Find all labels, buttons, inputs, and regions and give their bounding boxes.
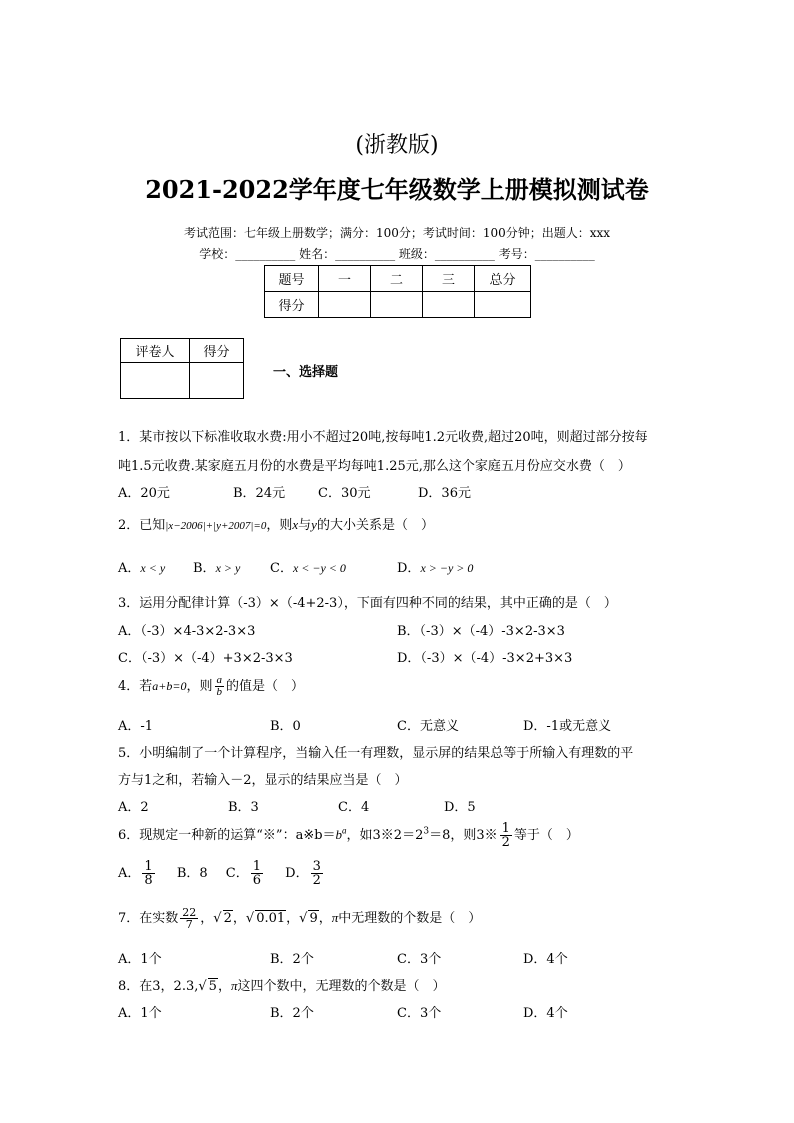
fraction-numerator: 3 [312, 859, 321, 874]
fraction-denominator: 7 [185, 918, 193, 931]
power-exponent: a [342, 825, 347, 836]
option-label: A． [118, 866, 141, 881]
score-cell[interactable] [475, 292, 531, 318]
math-expression: x < y [140, 561, 166, 575]
separator: ， [200, 911, 214, 926]
question-text: ＝8，则3※ [429, 828, 498, 843]
question-text: 这四个数中，无理数的个数是（ ） [237, 979, 446, 994]
q7-option-d[interactable]: D．4个 [523, 952, 568, 967]
fraction [142, 860, 154, 887]
question-7 [118, 907, 481, 930]
fraction-numerator: a [216, 674, 222, 686]
question-5-line2: 方与1之和，若输入－2，显示的结果应当是（ ） [118, 773, 408, 788]
score-table-header: 一 [319, 266, 371, 292]
option-label: C． [225, 866, 249, 881]
math-expression: x < −y < 0 [292, 561, 346, 575]
score-table-header: 三 [423, 266, 475, 292]
separator: ， [286, 911, 300, 926]
q4-option-c[interactable]: C．无意义 [397, 719, 459, 734]
q4-option-d[interactable]: D．-1或无意义 [523, 719, 612, 734]
fraction-denominator: 8 [144, 873, 153, 888]
question-text: ，则 [186, 679, 213, 694]
grader-cell[interactable] [190, 363, 244, 399]
fraction [180, 907, 198, 930]
fraction [311, 860, 323, 887]
math-expression: x > −y > 0 [420, 561, 474, 575]
sqrt-expression: √ 2 [213, 911, 232, 926]
section-title: 一、选择题 [273, 365, 339, 380]
sqrt-expression: √ 0.01 [245, 911, 286, 926]
q6-options [118, 860, 325, 887]
q5-option-d[interactable]: D．5 [444, 800, 476, 815]
fraction-denominator: 2 [312, 873, 321, 888]
separator: ， [217, 979, 231, 994]
pi-symbol: π [230, 978, 238, 993]
question-text: 等于（ ） [513, 828, 579, 843]
page-title: 2021-2022学年度七年级数学上册模拟测试卷 [145, 175, 649, 204]
score-row-label: 得分 [265, 292, 319, 318]
question-text: 与 [298, 518, 312, 533]
score-cell[interactable] [371, 292, 423, 318]
q6-option-c[interactable] [225, 859, 265, 888]
q8-option-c[interactable]: C．3个 [397, 1006, 442, 1021]
q5-option-a[interactable]: A．2 [118, 800, 149, 815]
power-base: b [335, 827, 343, 842]
fraction [215, 675, 225, 698]
fraction [251, 860, 263, 887]
q1-option-b[interactable]: B．24元 [233, 486, 286, 501]
score-table-header: 总分 [475, 266, 531, 292]
score-table-header: 二 [371, 266, 423, 292]
math-expression: a+b=0 [152, 679, 187, 693]
q6-option-b[interactable]: B．8 [176, 866, 208, 881]
sqrt-radicand: 5 [208, 979, 217, 994]
fraction-numerator: 1 [501, 821, 510, 836]
math-variable: x [292, 517, 299, 532]
q2-option-c[interactable] [270, 557, 346, 576]
q4-option-b[interactable]: B．0 [270, 719, 301, 734]
sqrt-expression: √ 5 [198, 979, 217, 994]
q2-option-b[interactable] [193, 557, 240, 576]
question-text: 7．在实数 [118, 911, 179, 926]
q2-option-d[interactable] [397, 557, 473, 576]
q3-option-c[interactable]: C．（-3）×（-4）+3×2-3×3 [118, 651, 293, 666]
question-5: 5．小明编制了一个计算程序，当输入任一有理数，显示屏的结果总等于所输入有理数的平 [118, 746, 634, 761]
question-1 [118, 426, 648, 445]
q5-option-b[interactable]: B．3 [228, 800, 259, 815]
math-power [415, 828, 429, 843]
question-text: 的大小关系是（ ） [316, 518, 434, 533]
name-field[interactable]: 姓名：__________ [299, 247, 396, 261]
fraction-numerator: 22 [182, 906, 197, 919]
grader-cell[interactable] [121, 363, 190, 399]
option-label: B． [193, 561, 216, 576]
question-text: 6．现规定一种新的运算“※”：a※b＝ [118, 828, 336, 843]
question-4 [118, 675, 304, 698]
sqrt-radicand: 2 [223, 911, 232, 926]
grader-header: 评卷人 [121, 339, 190, 363]
score-table [264, 265, 531, 318]
q5-option-c[interactable]: C．4 [338, 800, 370, 815]
fraction-numerator: 1 [252, 859, 262, 874]
grader-body-row [121, 363, 244, 399]
q7-option-a[interactable]: A．1个 [118, 952, 162, 967]
q2-option-a[interactable] [118, 557, 165, 576]
power-exponent: 3 [423, 826, 430, 837]
q1-option-c[interactable]: C．30元 [318, 486, 371, 501]
question-text: 4．若 [118, 679, 153, 694]
fraction-denominator: 2 [501, 835, 510, 850]
sqrt-expression: √ 9 [299, 911, 318, 926]
question-text: 1．某市按以下标准收取水费:用小不超过20吨,按每吨1.2元收费,超过20吨，则超过部分按每 [118, 430, 648, 445]
q1-option-d[interactable]: D．36元 [418, 486, 471, 501]
exam-number-field[interactable]: 考号：__________ [498, 247, 595, 261]
sqrt-radicand: 9 [309, 911, 318, 926]
pi-symbol: π [331, 910, 339, 925]
question-text: ，则 [266, 518, 293, 533]
q6-option-d[interactable] [285, 859, 325, 888]
q4-option-a[interactable]: A．-1 [118, 719, 154, 734]
question-8 [118, 975, 445, 994]
separator: ， [232, 911, 246, 926]
score-cell[interactable] [423, 292, 475, 318]
separator: ， [318, 911, 332, 926]
math-expression: |x−2006|+|y+2007|=0 [165, 520, 267, 532]
q7-option-c[interactable]: C．3个 [397, 952, 442, 967]
student-fields [0, 245, 794, 262]
score-cell[interactable] [319, 292, 371, 318]
q8-option-b[interactable]: B．2个 [270, 1006, 314, 1021]
question-text: 2．已知 [118, 518, 166, 533]
option-label: D． [285, 866, 309, 881]
score-table-header: 题号 [265, 266, 319, 292]
grader-table [120, 338, 244, 399]
math-expression: x > y [215, 561, 241, 575]
score-table-header-row [265, 266, 531, 292]
fraction-numerator: 1 [144, 859, 153, 874]
math-power [336, 827, 347, 842]
fraction [500, 822, 512, 849]
edition-label: (浙教版) [355, 133, 439, 158]
question-3: 3．运用分配律计算（-3）×（-4+2-3），下面有四种不同的结果，其中正确的是（ ） [118, 596, 617, 611]
question-text: ，如3※2＝ [346, 828, 416, 843]
q7-option-b[interactable]: B．2个 [270, 952, 314, 967]
q8-option-a[interactable]: A．1个 [118, 1006, 162, 1021]
exam-info: 考试范围：七年级上册数学；满分：100分；考试时间：100分钟；出题人：xxx [183, 226, 611, 240]
question-6 [118, 822, 579, 849]
question-text: 8．在3，2.3, [118, 979, 199, 994]
q3-option-a[interactable]: A．（-3）×4-3×2-3×3 [118, 624, 256, 639]
q6-option-a[interactable] [118, 859, 157, 888]
grader-header-row [121, 339, 244, 363]
score-table-score-row [265, 292, 531, 318]
class-field[interactable]: 班级：__________ [398, 247, 495, 261]
math-variable: y [311, 517, 317, 532]
q8-option-d[interactable]: D．4个 [523, 1006, 568, 1021]
option-label: C． [270, 561, 293, 576]
option-label: A． [118, 561, 141, 576]
fraction-denominator: 6 [252, 873, 262, 888]
question-1-line2: 吨1.5元收费.某家庭五月份的水费是平均每吨1.25元,那么这个家庭五月份应交水费（ ） [118, 459, 631, 474]
q3-option-b[interactable]: B．（-3）×（-4）-3×2-3×3 [397, 624, 565, 639]
question-text: 中无理数的个数是（ ） [338, 911, 482, 926]
question-2 [118, 514, 434, 533]
power-base: 2 [415, 828, 424, 843]
school-field[interactable]: 学校：__________ [199, 247, 296, 261]
grader-header: 得分 [190, 339, 244, 363]
sqrt-radicand: 0.01 [256, 911, 286, 926]
option-label: D． [397, 561, 421, 576]
question-text: 的值是（ ） [226, 679, 305, 694]
q1-option-a[interactable]: A．20元 [118, 486, 170, 501]
fraction-denominator: b [216, 686, 222, 698]
q3-option-d[interactable]: D．（-3）×（-4）-3×2+3×3 [397, 651, 573, 666]
